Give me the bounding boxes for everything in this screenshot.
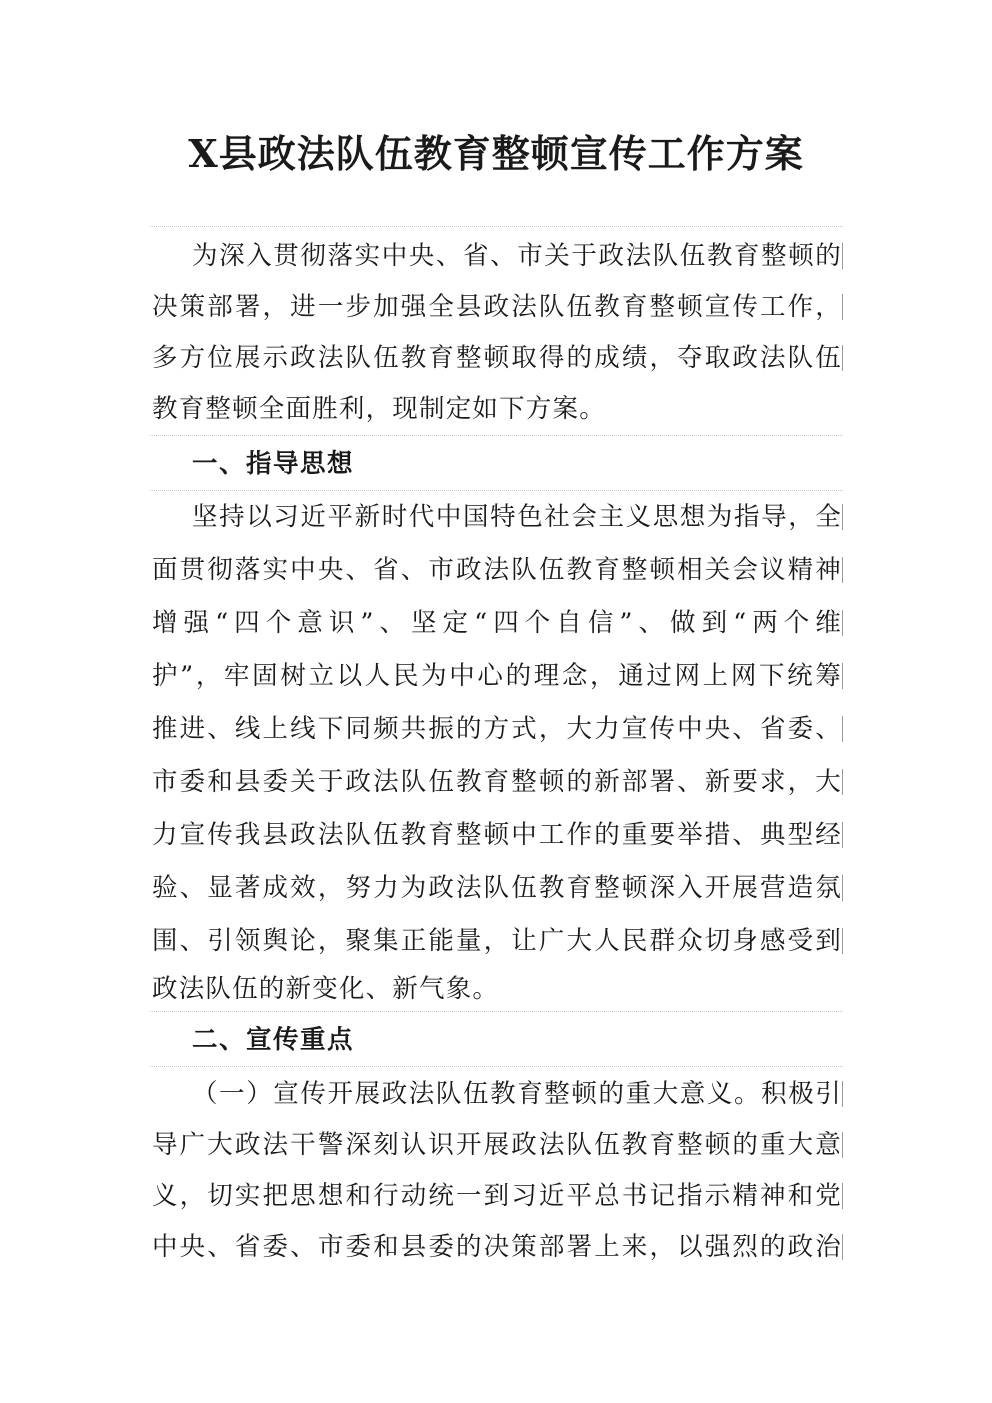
line-end-marker <box>842 243 843 269</box>
divider <box>150 435 843 436</box>
line-end-marker <box>842 1183 843 1209</box>
text-line: 围、引领舆论，聚集正能量，让广大人民群众切身感受到 <box>152 926 842 956</box>
text-line: 政法队伍的新变化、新气象。 <box>152 974 500 1004</box>
text-line: 护”，牢固树立以人民为中心的理念，通过网上网下统筹 <box>152 661 842 691</box>
text-line: 面贯彻落实中央、省、市政法队伍教育整顿相关会议精神 <box>152 555 842 585</box>
line-end-marker <box>842 504 843 530</box>
line-end-marker <box>842 769 843 795</box>
line-end-marker <box>842 345 843 371</box>
text-line: 增强“四个意识”、坚定“四个自信”、做到“两个维 <box>152 608 842 638</box>
text-line: 推进、线上线下同频共振的方式，大力宣传中央、省委、 <box>152 714 842 744</box>
section-heading: 一、指导思想 <box>192 449 355 479</box>
line-end-marker <box>842 716 843 742</box>
text-line: 导广大政法干警深刻认识开展政法队伍教育整顿的重大意 <box>152 1130 842 1160</box>
text-line: 教育整顿全面胜利，现制定如下方案。 <box>152 394 606 424</box>
line-end-marker <box>842 294 843 320</box>
text-line: 市委和县委关于政法队伍教育整顿的新部署、新要求，大 <box>152 767 842 797</box>
text-line: （一）宣传开展政法队伍教育整顿的重大意义。积极引 <box>192 1079 842 1109</box>
divider <box>150 226 843 227</box>
text-line: 为深入贯彻落实中央、省、市关于政法队伍教育整顿的 <box>192 241 842 271</box>
line-end-marker <box>842 1081 843 1107</box>
text-line: 力宣传我县政法队伍教育整顿中工作的重要举措、典型经 <box>152 820 842 850</box>
line-end-marker <box>842 822 843 848</box>
text-line: 决策部署，进一步加强全县政法队伍教育整顿宣传工作， <box>152 292 842 322</box>
line-end-marker <box>842 663 843 689</box>
text-line: 验、显著成效，努力为政法队伍教育整顿深入开展营造氛 <box>152 873 842 903</box>
page-title: X县政法队伍教育整顿宣传工作方案 <box>188 131 804 176</box>
divider <box>150 1066 843 1067</box>
section-heading: 二、宣传重点 <box>192 1025 355 1055</box>
text-line: 中央、省委、市委和县委的决策部署上来，以强烈的政治 <box>152 1232 842 1262</box>
text-line: 多方位展示政法队伍教育整顿取得的成绩，夺取政法队伍 <box>152 343 842 373</box>
line-end-marker <box>842 928 843 954</box>
line-end-marker <box>842 557 843 583</box>
divider <box>150 1011 843 1012</box>
line-end-marker <box>842 1234 843 1260</box>
text-line: 坚持以习近平新时代中国特色社会主义思想为指导，全 <box>192 502 842 532</box>
line-end-marker <box>842 1132 843 1158</box>
text-line: 义，切实把思想和行动统一到习近平总书记指示精神和党 <box>152 1181 842 1211</box>
line-end-marker <box>842 610 843 636</box>
line-end-marker <box>842 875 843 901</box>
